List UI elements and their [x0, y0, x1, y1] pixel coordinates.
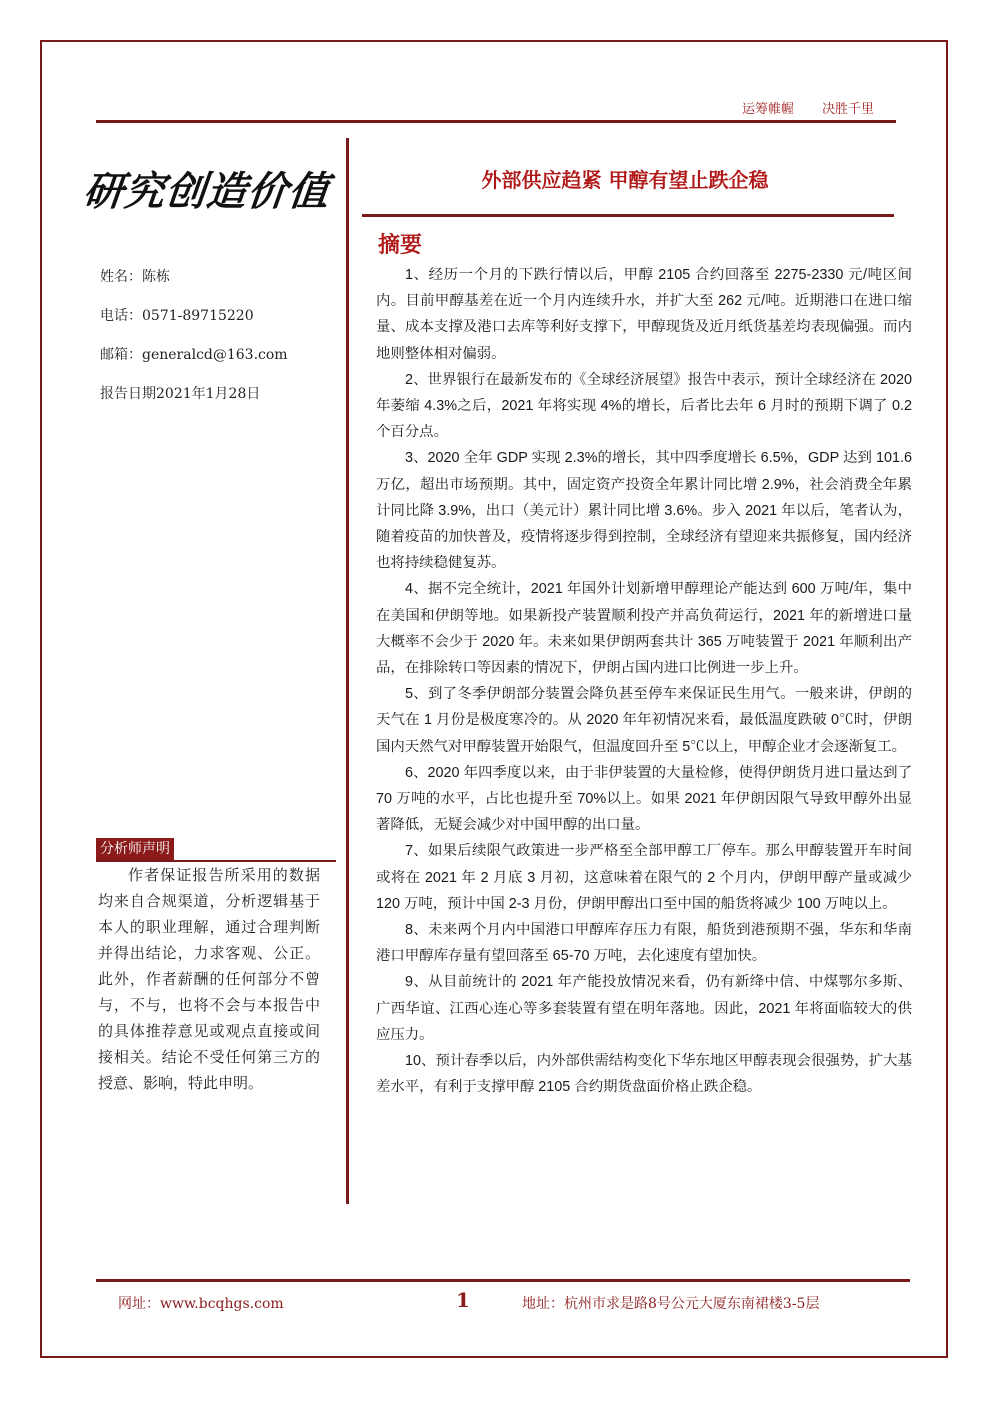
disclaimer-heading: 分析师声明 [96, 838, 174, 860]
report-date: 报告日期2021年1月28日 [100, 386, 261, 402]
author-name: 姓名：陈栋 [100, 269, 170, 285]
footer-address: 地址：杭州市求是路8号公元大厦东南裙楼3-5层 [522, 1296, 820, 1312]
abstract-paragraph: 7、如果后续限气政策进一步严格至全部甲醇工厂停车。那么甲醇装置开车时间或将在 2021 年 2 月底 3 月初，这意味着在限气的 2 个月内，伊朗甲醇产量或减少 120 万吨，预计中国 2-3 月份，伊朗甲醇出口至中国的船货将减少 100 万吨以上。 [376, 843, 912, 912]
abstract-paragraph: 2、世界银行在最新发布的《全球经济展望》报告中表示，预计全球经济在 2020 年萎缩 4.3%之后，2021 年将实现 4%的增长，后者比去年 6 月时的预期下调了 0.2 个百分点。 [376, 371, 912, 441]
slogan-right: 决胜千里 [822, 102, 875, 117]
abstract-paragraph: 5、到了冬季伊朗部分装置会降负甚至停车来保证民生用气。一般来讲，伊朗的天气在 1 月份是极度寒冷的。从 2020 年年初情况来看，最低温度跌破 0℃时，伊朗国内天然气对甲醇装置开始限气，但温度回升至 5℃以上，甲醇企业才会逐渐复工。 [376, 686, 912, 755]
author-email: 邮箱：generalcd@163.com [100, 347, 288, 363]
abstract-paragraph: 3、2020 全年 GDP 实现 2.3%的增长，其中四季度增长 6.5%，GDP 达到 101.6 万亿，超出市场预期。其中，固定资产投资全年累计同比增 2.9%，社会消费全年累计同比降 3.9%，出口（美元计）累计同比增 3.6%。步入 2021 年以后，笔者认为，随着疫苗的加快普及，疫情将逐步得到控制，全球经济有望迎来共振修复，国内经济也将持续稳健复苏。 [376, 450, 912, 572]
abstract-heading: 摘要 [378, 233, 423, 258]
disclaimer-heading-bar [96, 838, 336, 862]
abstract-paragraph: 1、经历一个月的下跌行情以后，甲醇 2105 合约回落至 2275-2330 元/吨区间内。目前甲醇基差在近一个月内连续升水，并扩大至 262 元/吨。近期港口在进口缩量、成本支撑及港口去库等利好支撑下，甲醇现货及近月纸货基差均表现偏强。而内地则整体相对偏弱。 [376, 267, 912, 362]
abstract-paragraph: 10、预计春季以后，内外部供需结构变化下华东地区甲醇表现会很强势，扩大基差水平，有利于支撑甲醇 2105 合约期货盘面价格止跌企稳。 [376, 1053, 912, 1096]
company-logo-text: 研究创造价值 [81, 168, 332, 215]
footer-website[interactable]: 网址：www.bcqhgs.com [118, 1296, 284, 1312]
report-title: 外部供应趋紧 甲醇有望止跌企稳 [481, 168, 769, 192]
page-number: 1 [456, 1288, 470, 1312]
abstract-paragraph: 6、2020 年四季度以来，由于非伊装置的大量检修，使得伊朗货月进口量达到了 70 万吨的水平，占比也提升至 70%以上。如果 2021 年伊朗因限气导致甲醇外出显著降低，无疑会减少对中国甲醇的出口量。 [376, 764, 912, 834]
footer-divider [96, 1279, 910, 1282]
slogan-left: 运筹帷幄 [742, 102, 795, 117]
abstract-body [376, 262, 912, 1101]
author-phone: 电话：0571-89715220 [100, 308, 254, 324]
header-slogan [742, 98, 902, 117]
header-divider [96, 120, 896, 123]
abstract-paragraph: 4、据不完全统计，2021 年国外计划新增甲醇理论产能达到 600 万吨/年，集中在美国和伊朗等地。如果新投产装置顺利投产并高负荷运行，2021 年的新增进口量大概率不会少于 2020 年。未来如果伊朗两套共计 365 万吨装置于 2021 年顺利出产品，在排除转口等因素的情况下，伊朗占国内进口比例进一步上升。 [376, 581, 912, 677]
author-info [100, 266, 336, 422]
abstract-paragraph: 9、从目前统计的 2021 年产能投放情况来看，仍有新绛中信、中煤鄂尔多斯、广西华谊、江西心连心等多套装置有望在明年落地。因此，2021 年将面临较大的供应压力。 [376, 974, 912, 1043]
title-divider [362, 214, 894, 217]
disclaimer-text: 作者保证报告所采用的数据均来自合规渠道，分析逻辑基于本人的职业理解，通过合理判断并得出结论，力求客观、公正。此外，作者薪酬的任何部分不曾与，不与，也将不会与本报告中的具体推荐意见或观点直接或间接相关。结论不受任何第三方的授意、影响，特此申明。 [98, 866, 320, 1092]
column-divider [346, 138, 349, 1204]
abstract-paragraph: 8、未来两个月内中国港口甲醇库存压力有限，船货到港预期不强，华东和华南港口甲醇库存量有望回落至 65-70 万吨，去化速度有望加快。 [376, 922, 912, 965]
